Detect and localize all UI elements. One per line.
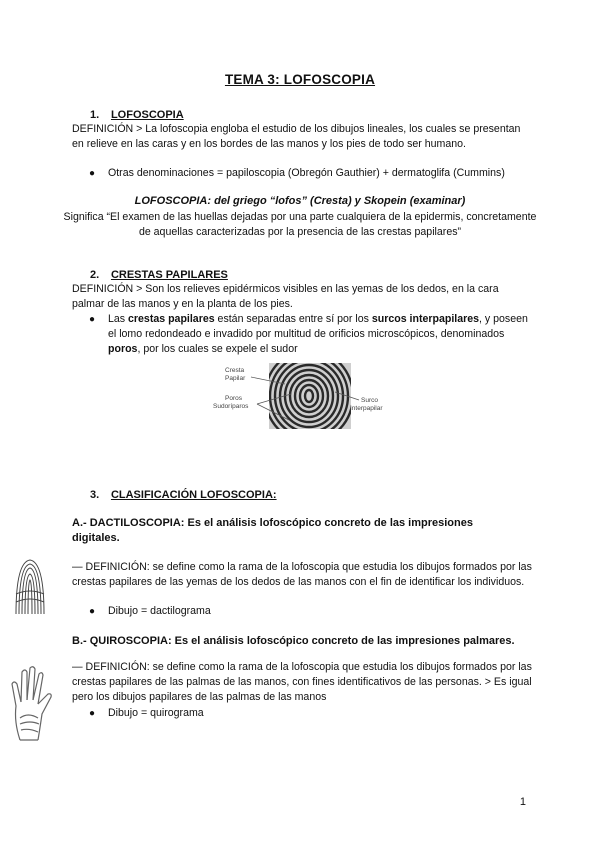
section-number: 1. xyxy=(90,109,100,121)
palm-print-icon xyxy=(8,662,56,744)
page-number: 1 xyxy=(519,795,526,808)
page-title: TEMA 3: LOFOSCOPIA xyxy=(224,72,376,87)
section-number: 2. xyxy=(90,269,100,281)
section-title: LOFOSCOPIA xyxy=(110,109,184,121)
section-1-heading xyxy=(90,108,184,123)
label-poros: Poros xyxy=(225,395,242,402)
label-surco: Surco xyxy=(361,397,378,404)
label-sudoriparos: Sudoríparos xyxy=(213,403,249,410)
section-3-heading xyxy=(90,488,277,503)
bullet-dot: ● xyxy=(89,168,96,179)
section-1-bullet xyxy=(90,166,530,181)
section-title: CLASIFICACIÓN LOFOSCOPIA: xyxy=(110,489,277,501)
dactiloscopia-bullet xyxy=(90,604,530,619)
dactiloscopia-heading: A.- DACTILOSCOPIA: Es el análisis lofoscópico concreto de las impresiones digitales. xyxy=(72,517,473,545)
section-2-heading xyxy=(90,268,228,283)
etymology-heading: LOFOSCOPIA: del griego “lofos” (Cresta) y Skopein (examinar) xyxy=(134,195,466,207)
section-2-bullet xyxy=(90,312,530,358)
quiroscopia-bullet xyxy=(90,706,530,721)
fingerprint-thumbnail-icon xyxy=(12,554,48,620)
dactiloscopia-definition: — DEFINICIÓN: se define como la rama de la lofoscopia que estudia los dibujos formados por las crestas papilares de las yemas de los dedos de las manos con el fin de identificar los individuos. xyxy=(72,561,532,589)
bullet-text: Otras denominaciones = papiloscopia (Obregón Gauthier) + dermatoglifa (Cummins) xyxy=(108,167,505,179)
bullet-dot: ● xyxy=(89,708,96,719)
section-title: CRESTAS PAPILARES xyxy=(110,269,228,281)
label-cresta: Cresta xyxy=(225,367,245,374)
bullet-text: Dibujo = dactilograma xyxy=(108,605,211,617)
bullet-dot: ● xyxy=(89,314,96,325)
bullet-text: Dibujo = quirograma xyxy=(108,707,204,719)
section-2-definition: DEFINICIÓN > Son los relieves epidérmicos visibles en las yemas de los dedos, en la cara palmar de las manos y en la planta de los pies. xyxy=(72,283,499,311)
etymology-text: Significa “El examen de las huellas dejadas por una parte cualquiera de la epidermis, concretamente de aquellas caracterizadas por la presencia de las crestas papilares” xyxy=(63,211,537,239)
bullet-text: Las crestas papilares están separadas entre sí por los surcos interpapilares, y poseen el lomo redondeado e invadido por multitud de orificios microscópicos, denominados poros, por los cuales se expele el sudor xyxy=(108,313,528,356)
quiroscopia-definition: — DEFINICIÓN: se define como la rama de la lofoscopia que estudia los dibujos formados por las crestas papilares de las palmas de las manos, con fines identificativos de las personas. > Es igual pero los dibujos papilares de las palmas de las manos xyxy=(72,661,532,704)
section-1-definition: DEFINICIÓN > La lofoscopia engloba el estudio de los dibujos lineales, los cuales se presentan en relieve en las caras y en los bordes de las manos y los pies de todo ser humano. xyxy=(72,123,521,151)
label-papilar: Papilar xyxy=(225,375,246,382)
label-interpapilar: Interpapilar xyxy=(350,405,383,412)
bullet-dot: ● xyxy=(89,606,96,617)
section-number: 3. xyxy=(90,489,100,501)
crestas-papilares-figure xyxy=(205,360,405,432)
quiroscopia-heading: B.- QUIROSCOPIA: Es el análisis lofoscópico concreto de las impresiones palmares. xyxy=(72,635,515,647)
